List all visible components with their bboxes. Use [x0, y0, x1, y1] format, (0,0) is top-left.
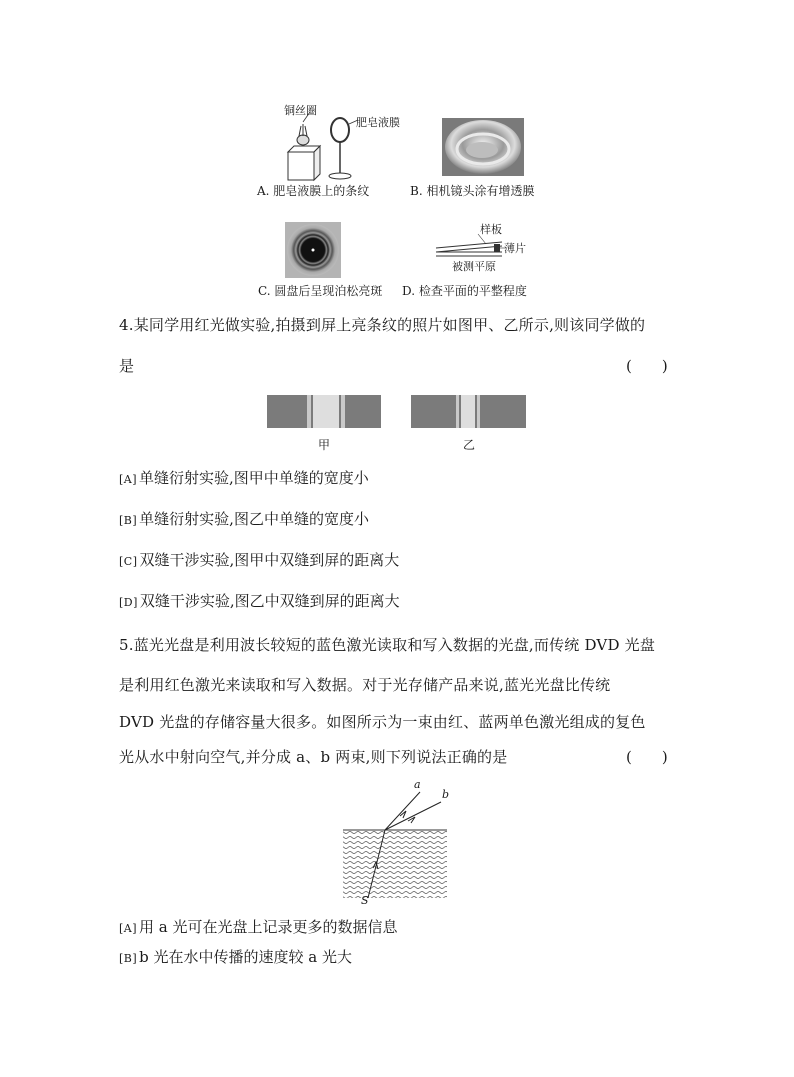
q4-figure-label-jia: 甲: [318, 438, 331, 452]
q4-option-d[interactable]: [119, 590, 400, 611]
caption-a: A. 肥皂液膜上的条纹: [257, 184, 370, 198]
figure-a: [270, 104, 420, 184]
label-soap-film: 肥皂液膜: [356, 116, 400, 129]
caption-c: C. 圆盘后呈现泊松亮斑: [258, 284, 383, 298]
label-ray-b: b: [442, 788, 450, 801]
q4-figure-jia: [267, 395, 381, 432]
option-tag: [B]: [119, 514, 138, 527]
option-text: b 光在水中传播的速度较 a 光大: [139, 948, 353, 966]
option-text: 用 a 光可在光盘上记录更多的数据信息: [139, 918, 398, 936]
caption-d: D. 检查平面的平整程度: [402, 284, 527, 298]
label-source-s: S: [361, 894, 369, 907]
figure-c: [285, 222, 341, 278]
q4-figure-yi: [411, 395, 526, 432]
q5-refraction-figure: [340, 780, 450, 908]
label-test-surface: 被测平原: [452, 260, 496, 273]
poisson-spot-photo: [285, 222, 341, 278]
option-tag: [B]: [119, 952, 138, 965]
q5-stem-line-2: 是利用红色激光来读取和写入数据。对于光存储产品来说,蓝光光盘比传统: [119, 676, 611, 694]
label-sample-plate: 样板: [480, 223, 502, 236]
option-tag: [D]: [119, 596, 138, 609]
fringe-pattern-yi: [411, 395, 526, 428]
figure-b: [442, 118, 524, 176]
q4-figure-label-yi: 乙: [463, 438, 476, 452]
label-thin-sheet: 薄片: [504, 242, 526, 255]
q4-option-c[interactable]: [119, 549, 399, 570]
option-text: 双缝干涉实验,图甲中双缝到屏的距离大: [139, 551, 400, 569]
q5-option-a[interactable]: [119, 916, 398, 937]
label-ray-a: a: [414, 778, 421, 791]
option-text: 单缝衍射实验,图甲中单缝的宽度小: [139, 469, 369, 487]
label-copper-wire-ring: 铜丝圈: [284, 104, 317, 117]
q5-answer-blank: ( ): [626, 748, 668, 766]
option-tag: [C]: [119, 555, 138, 568]
q4-answer-blank: ( ): [626, 357, 668, 375]
option-text: 单缝衍射实验,图乙中单缝的宽度小: [139, 510, 369, 528]
fringe-pattern-jia: [267, 395, 381, 428]
q4-option-a[interactable]: [119, 467, 369, 488]
figure-d: [432, 222, 542, 274]
q4-stem-line-1: 4.某同学用红光做实验,拍摄到屏上亮条纹的照片如图甲、乙所示,则该同学做的: [119, 316, 646, 334]
option-tag: [A]: [119, 922, 138, 935]
q4-option-b[interactable]: [119, 508, 369, 529]
q5-stem-line-1: 5.蓝光光盘是利用波长较短的蓝色激光读取和写入数据的光盘,而传统 DVD 光盘: [119, 636, 656, 654]
q5-stem-line-4: 光从水中射向空气,并分成 a、b 两束,则下列说法正确的是: [119, 748, 508, 766]
q5-option-b[interactable]: [119, 946, 352, 967]
q4-stem-line-2: 是: [119, 357, 135, 375]
q5-stem-line-3: DVD 光盘的存储容量大很多。如图所示为一束由红、蓝两单色激光组成的复色: [119, 713, 646, 731]
option-tag: [A]: [119, 473, 138, 486]
refraction-diagram: [340, 780, 450, 908]
coated-lens-photo: [442, 118, 524, 176]
option-text: 双缝干涉实验,图乙中双缝到屏的距离大: [139, 592, 400, 610]
caption-b: B. 相机镜头涂有增透膜: [410, 184, 535, 198]
